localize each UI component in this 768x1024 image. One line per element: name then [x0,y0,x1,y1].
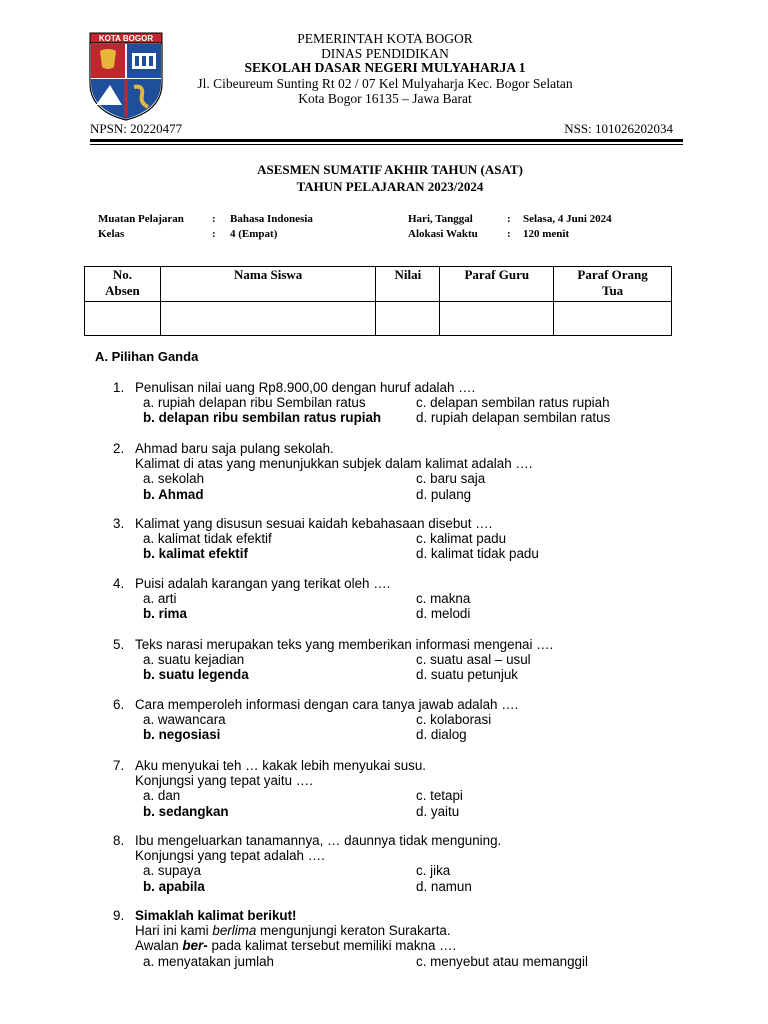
table-header-row [85,267,672,302]
option-b: b. negosiasi [143,727,221,743]
subject-label: Muatan Pelajaran [98,213,184,225]
question-number: 6. [113,697,125,712]
option-a: a. wawancara [143,712,226,728]
option-c: c. kolaborasi [416,712,492,728]
option-c: c. makna [416,591,471,607]
logo-text: KOTA BOGOR [98,34,154,43]
option-c: c. baru saja [416,471,486,487]
exam-year: TAHUN PELAJARAN 2023/2024 [296,179,484,194]
question-5 [113,637,673,683]
cell-teacher-signature[interactable] [440,302,554,336]
option-a: a. dan [143,788,181,804]
option-c: c. jika [416,863,451,879]
question-number: 7. [113,758,125,773]
cell-score[interactable] [376,302,440,336]
option-b: b. apabila [143,878,205,894]
question-stem-line2: Konjungsi yang tepat yaitu …. [135,773,313,789]
date-colon: : [507,213,511,225]
option-b: b. Ahmad [143,486,204,502]
col-student-name: Nama Siswa [160,267,376,302]
cell-parent-signature[interactable] [554,302,672,336]
student-info-table [84,266,672,336]
question-options [143,652,673,682]
option-a: a. sekolah [143,471,205,487]
cell-absence-number[interactable] [85,302,161,336]
question-stem: Penulisan nilai uang Rp8.900,00 dengan huruf adalah …. [135,380,476,395]
option-b: b. kalimat efektif [143,546,248,562]
npsn-number: NPSN: 20220477 [90,121,183,136]
option-b: b. delapan ribu sembilan ratus rupiah [143,410,382,426]
option-a: a. supaya [143,863,202,879]
question-number: 5. [113,637,125,652]
school-name: SEKOLAH DASAR NEGERI MULYAHARJA 1 [244,60,526,75]
question-2 [113,441,673,502]
question-stem-line2: Konjungsi yang tepat adalah …. [135,848,325,864]
nss-number: NSS: 101026202034 [564,121,673,136]
question-stem: Ahmad baru saja pulang sekolah. [135,441,334,456]
question-stem: Puisi adalah karangan yang terikat oleh …. [135,576,391,591]
question-9 [113,908,673,969]
letterhead-rule-thin [90,144,683,145]
question-options [143,395,673,425]
class-label: Kelas [98,228,125,240]
option-d: d. yaitu [416,803,460,819]
cell-student-name[interactable] [160,302,376,336]
table-entry-row [85,302,672,336]
date-value: Selasa, 4 Juni 2024 [523,213,612,225]
col-score: Nilai [376,267,440,302]
option-d: d. melodi [416,606,471,622]
option-b: b. sedangkan [143,803,229,819]
question-options [143,591,673,621]
col-parent-signature: Paraf Orang Tua [554,267,672,302]
option-b: b. suatu legenda [143,667,249,683]
city-emblem-logo [88,31,164,121]
question-number: 1. [113,380,125,395]
question-options [143,531,673,561]
option-a: a. rupiah delapan ribu Sembilan ratus [143,395,366,411]
option-c: c. menyebut atau memanggil [416,953,588,969]
subject-value: Bahasa Indonesia [230,213,313,225]
question-stem: Kalimat yang disusun sesuai kaidah kebahasaan disebut …. [135,516,493,531]
question-4 [113,576,673,622]
question-options [143,954,673,969]
section-title: A. Pilihan Ganda [95,349,199,364]
option-d: d. dialog [416,727,467,743]
question-stem: Awalan ber- pada kalimat tersebut memiliki makna …. [135,938,457,954]
question-3 [113,516,673,562]
question-stem-line2: Kalimat di atas yang menunjukkan subjek dalam kalimat adalah …. [135,456,533,472]
option-d: d. pulang [416,486,472,502]
option-a: a. arti [143,591,177,607]
school-address: Jl. Cibeureum Sunting Rt 02 / 07 Kel Mulyaharja Kec. Bogor Selatan [197,76,573,91]
bold-prefix: ber- [182,938,208,954]
option-b: b. rima [143,606,187,622]
time-colon: : [507,228,511,240]
option-a: a. suatu kejadian [143,652,245,668]
question-number: 9. [113,908,125,923]
question-stem: Ibu mengeluarkan tanamannya, … daunnya tidak menguning. [135,833,502,848]
letterhead-rule-thick [90,139,683,142]
question-sentence: Hari ini kami berlima mengunjungi keraton Surakarta. [135,923,451,939]
question-number: 2. [113,441,125,456]
question-number: 3. [113,516,125,531]
option-d: d. rupiah delapan sembilan ratus [416,410,611,426]
government-name: PEMERINTAH KOTA BOGOR [297,31,473,46]
class-colon: : [212,228,216,240]
question-6 [113,697,673,743]
department-name: DINAS PENDIDIKAN [321,46,449,61]
exam-title: ASESMEN SUMATIF AKHIR TAHUN (ASAT) [257,162,523,177]
option-d: d. kalimat tidak padu [416,546,539,562]
question-number: 8. [113,833,125,848]
question-stem: Teks narasi merupakan teks yang memberikan informasi mengenai …. [135,637,554,652]
option-d: d. suatu petunjuk [416,667,518,683]
school-city: Kota Bogor 16135 – Jawa Barat [298,91,472,106]
option-d: d. namun [416,878,472,894]
question-options [143,471,673,501]
question-1 [113,380,673,426]
option-c: c. kalimat padu [416,531,507,547]
question-options [143,863,673,893]
time-value: 120 menit [523,228,570,240]
question-8 [113,833,673,894]
question-7 [113,758,673,819]
class-value: 4 (Empat) [230,228,278,240]
italic-word: berlima [212,923,257,939]
col-teacher-signature: Paraf Guru [440,267,554,302]
option-c: c. delapan sembilan ratus rupiah [416,395,610,411]
question-options [143,712,673,742]
option-a: a. kalimat tidak efektif [143,531,272,547]
question-number: 4. [113,576,125,591]
question-stem: Aku menyukai teh … kakak lebih menyukai susu. [135,758,427,773]
option-c: c. suatu asal – usul [416,652,531,668]
subject-colon: : [212,213,216,225]
option-a: a. menyatakan jumlah [143,953,275,969]
question-stem: Cara memperoleh informasi dengan cara tanya jawab adalah …. [135,697,519,712]
time-label: Alokasi Waktu [408,228,478,240]
question-options [143,788,673,818]
option-c: c. tetapi [416,788,463,804]
date-label: Hari, Tanggal [408,213,473,225]
question-instruction: Simaklah kalimat berikut! [135,908,297,923]
col-absence-number: No. Absen [85,267,161,302]
